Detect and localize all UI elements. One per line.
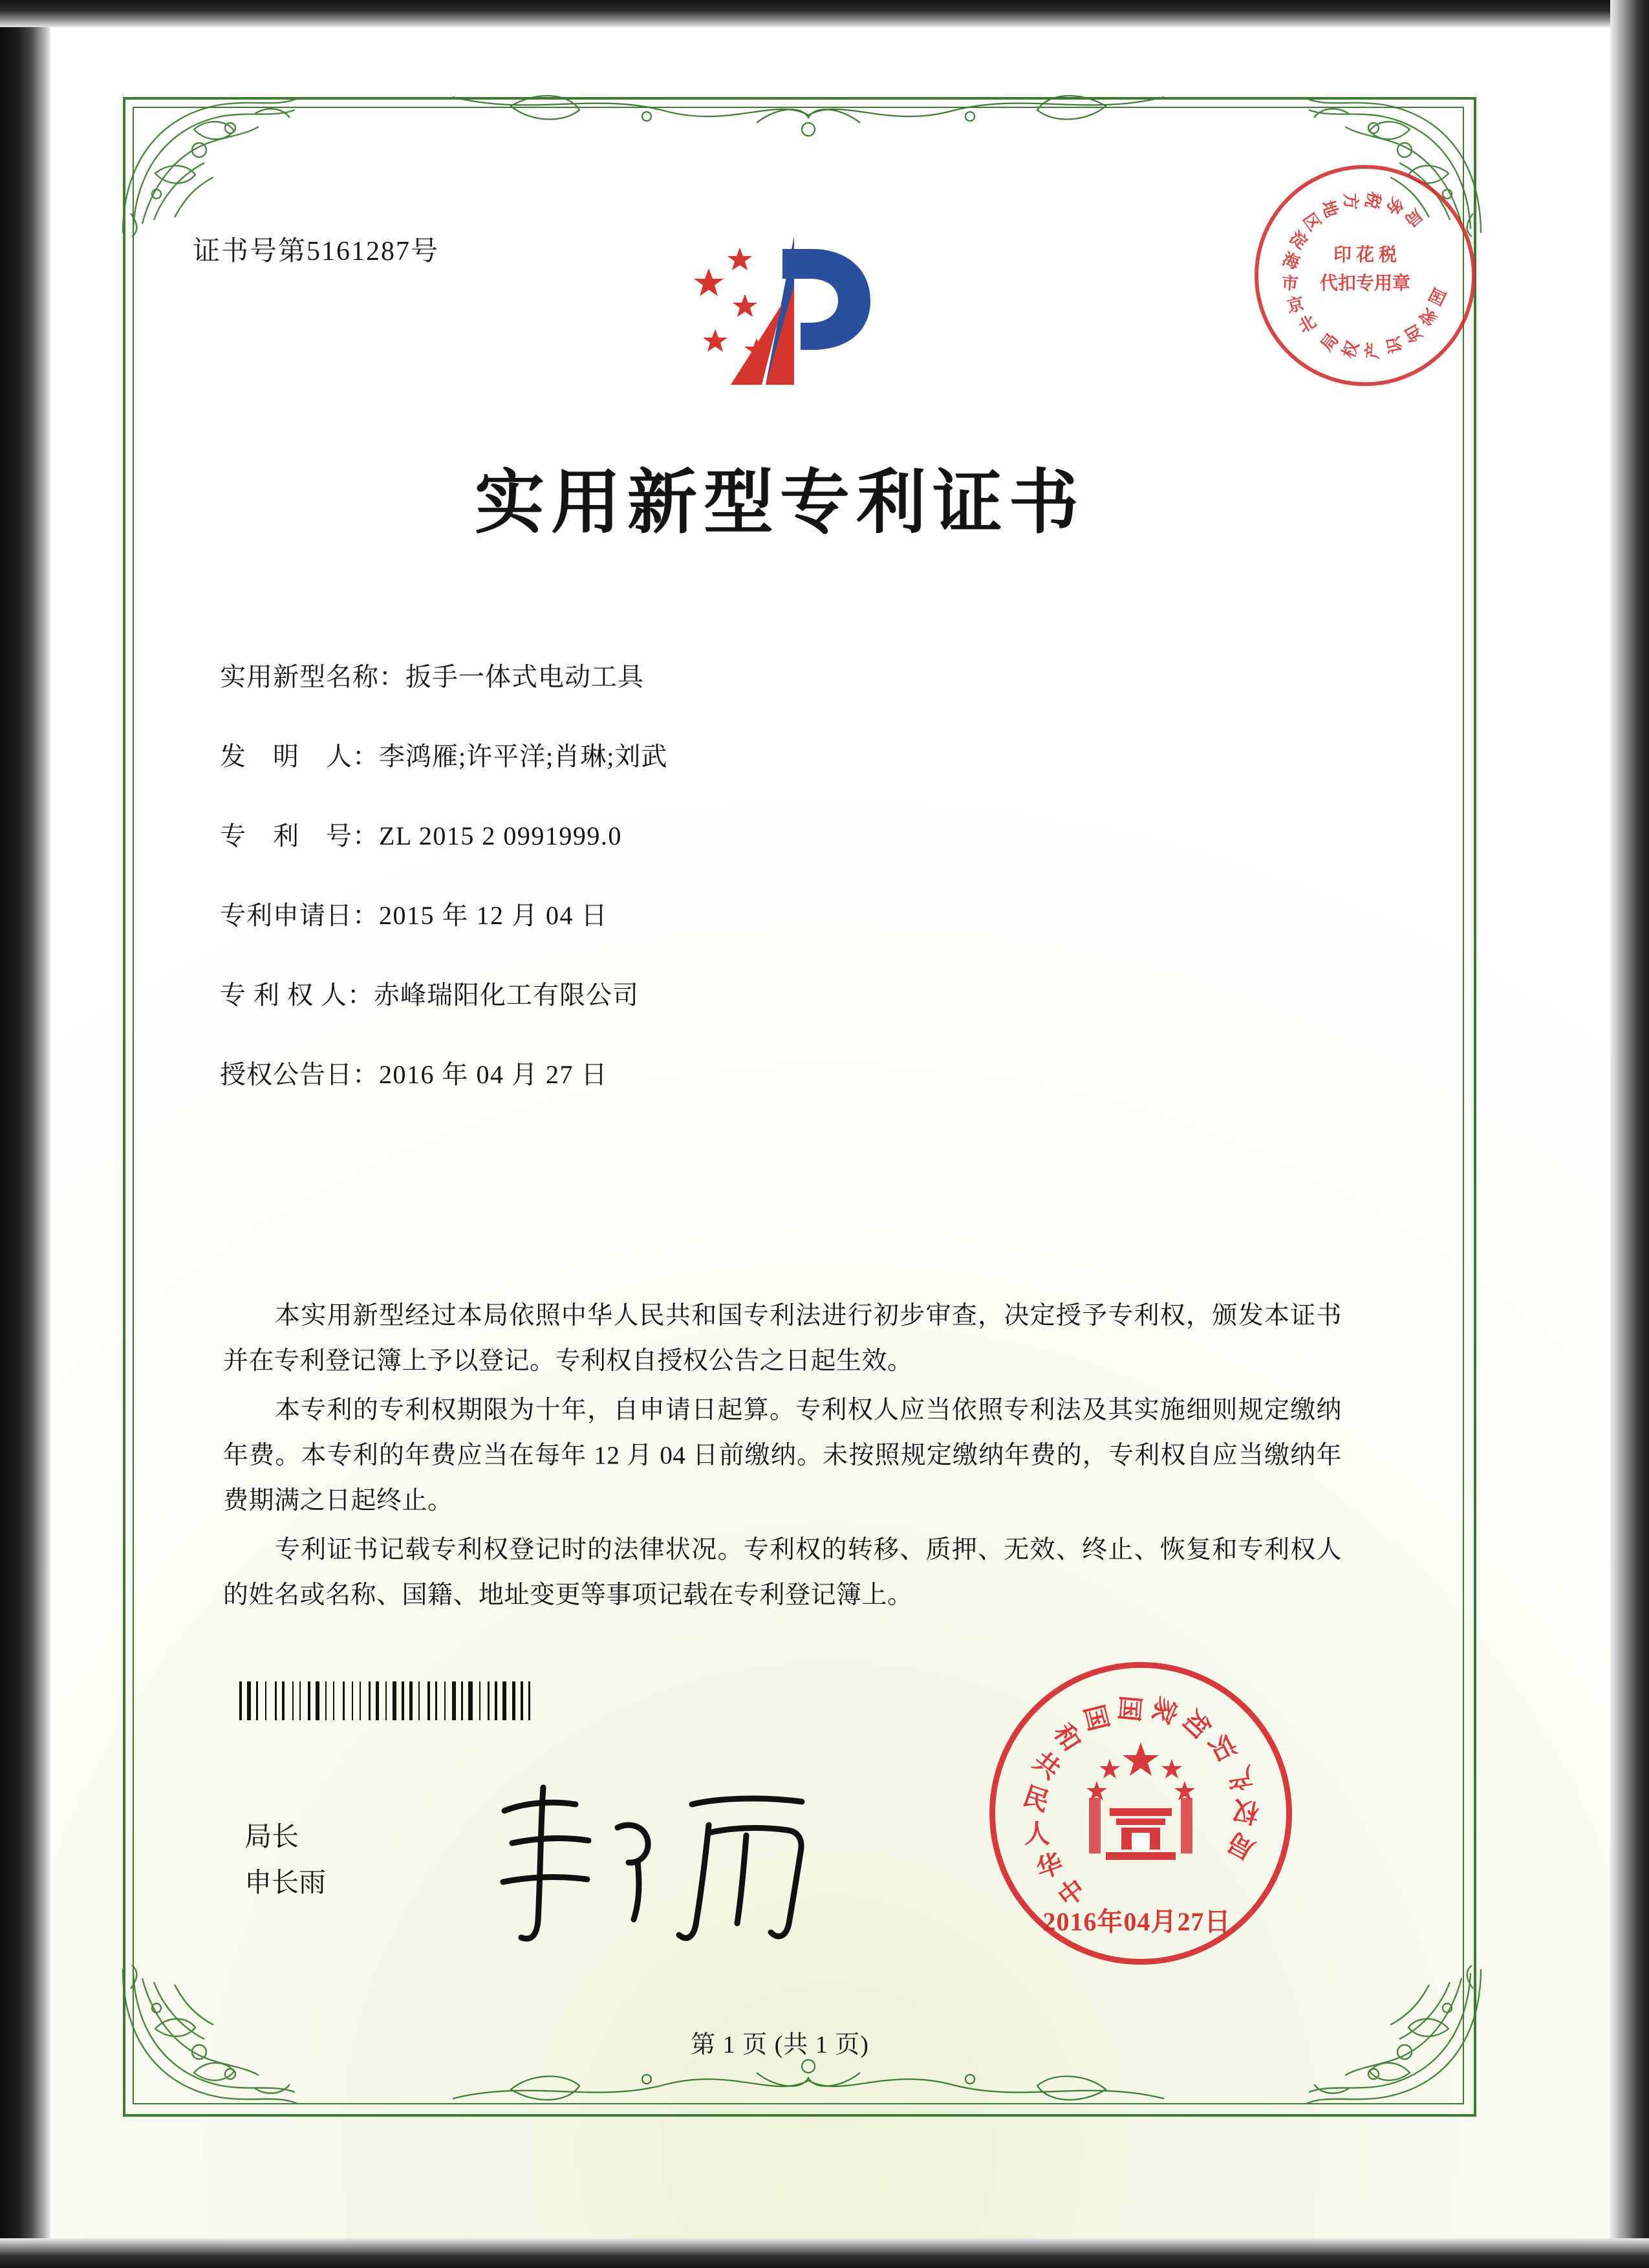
seal-ring-text: 中 华 人 民 共 和 国 国 家 知 识 产 权 局 <box>1019 1692 1262 1913</box>
scan-edge-right <box>1610 0 1649 2268</box>
tax-stamp <box>1255 165 1476 386</box>
field-value-patent-number: ZL 2015 2 0991999.0 <box>379 821 622 850</box>
field-row <box>220 815 1384 852</box>
field-value-grant-date: 2016 年 04 月 27 日 <box>379 1060 608 1089</box>
barcode <box>239 1681 653 1720</box>
field-row <box>220 1054 1384 1091</box>
field-row <box>220 736 1384 773</box>
field-label-patentee: 专 利 权 人： <box>220 980 374 1010</box>
field-label-utility-model-name: 实用新型名称： <box>220 662 405 691</box>
field-row <box>220 895 1384 932</box>
seal-date: 2016年04月27日 <box>1042 1907 1231 1936</box>
field-label-application-date: 专利申请日： <box>220 901 379 930</box>
national-emblem-icon <box>1070 1736 1212 1872</box>
signature-role-label: 局长 <box>244 1822 299 1852</box>
field-value-application-date: 2015 年 12 月 04 日 <box>379 901 608 930</box>
field-row <box>220 975 1384 1011</box>
field-value-inventors: 李鸿雁;许平洋;肖琳;刘武 <box>379 742 668 771</box>
field-label-patent-number: 专 利 号： <box>220 821 379 850</box>
certificate-number: 证书号第5161287号 <box>193 237 440 266</box>
scan-edge-left <box>0 0 50 2268</box>
field-label-grant-date: 授权公告日： <box>220 1060 379 1089</box>
page-title: 实用新型专利证书 <box>474 462 1085 543</box>
scan-edge-bottom <box>0 2238 1649 2268</box>
field-value-patentee: 赤峰瑞阳化工有限公司 <box>374 980 639 1010</box>
sipo-logo-icon <box>685 223 918 398</box>
field-value-utility-model-name: 扳手一体式电动工具 <box>405 662 644 691</box>
tax-stamp-ring-text: 北 京 市 海 淀 区 地 方 税 务 局 国 家 知 识 产 权 局 <box>1279 189 1450 362</box>
corner-ornament-icon <box>116 91 310 239</box>
signature-name: 申长雨 <box>244 1868 327 1898</box>
handwritten-signature-icon <box>479 1766 841 1953</box>
body-paragraphs <box>223 1293 1342 1622</box>
tax-stamp-line1: 印 花 税 <box>1333 245 1397 265</box>
tax-stamp-center-text <box>1258 241 1472 298</box>
field-label-inventors: 发 明 人： <box>220 742 379 771</box>
tax-stamp-line2: 代扣专用章 <box>1319 274 1410 294</box>
paragraph-3: 专利证书记载专利权登记时的法律状况。专利权的转移、质押、无效、终止、恢复和专利权人的姓名或名称、国籍、地址变更等事项记载在专利登记簿上。 <box>223 1536 1342 1609</box>
page-footer: 第 1 页 (共 1 页) <box>691 2031 869 2058</box>
scan-edge-top <box>0 0 1649 27</box>
paragraph-1: 本实用新型经过本局依照中华人民共和国专利法进行初步审查，决定授予专利权，颁发本证书并在专利登记簿上予以登记。专利权自授权公告之日起生效。 <box>223 1302 1342 1375</box>
top-edge-ornament-icon <box>453 84 1164 158</box>
paragraph-2: 本专利的专利权期限为十年，自申请日起算。专利权人应当依照专利法及其实施细则规定缴纳年费。本专利的年费应当在每年 12 月 04 日前缴纳。未按照规定缴纳年费的，专利权自应当缴纳年费期满之日起终止。 <box>223 1396 1342 1515</box>
field-row <box>220 656 1384 693</box>
field-list <box>220 656 1384 1134</box>
